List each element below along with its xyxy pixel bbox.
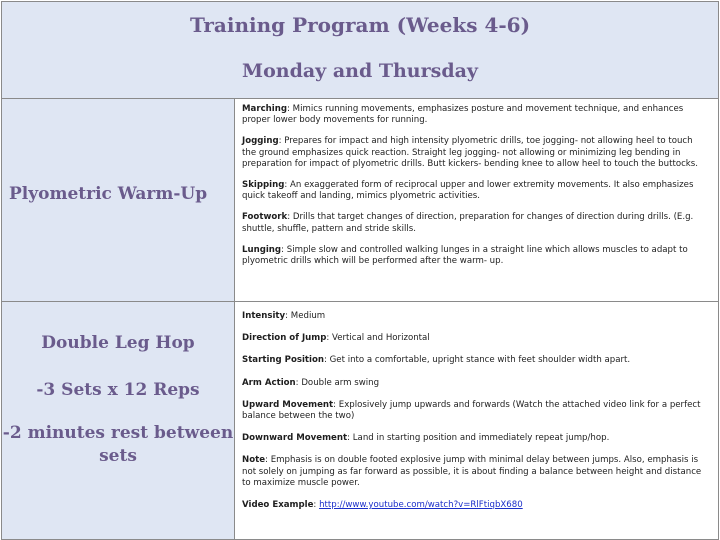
page-subtitle: Monday and Thursday: [242, 60, 478, 82]
warmup-separator: :: [287, 104, 293, 114]
video-link[interactable]: http://www.youtube.com/watch?v=RlFtiqbX680: [319, 500, 523, 511]
exercise-name: Double Leg Hop: [41, 333, 195, 353]
warmup-separator: :: [287, 212, 293, 223]
detail-separator: :: [324, 355, 330, 366]
warmup-item-marching: [242, 104, 706, 126]
detail-video: [242, 500, 706, 511]
warmup-term: Jogging: [242, 136, 279, 147]
detail-term: Starting Position: [242, 355, 324, 366]
warmup-text: Simple slow and controlled walking lunges in a straight line which allows muscles to adapt to plyometric drills which will be performed after the warm- up.: [242, 244, 688, 267]
detail-term: Intensity: [242, 311, 286, 321]
detail-term: Upward Movement: [242, 399, 334, 410]
exercise-summary-cell: [2, 302, 235, 539]
detail-term: Note: [242, 455, 266, 466]
exercise-details-cell: [235, 302, 718, 539]
detail-note: [242, 455, 706, 489]
warmup-text: Prepares for impact and high intensity plyometric drills, toe jogging- not allowing heel to touch the ground emphasizes quick reaction. Straight leg jogging- not allowing or minimizing leg bending in preparation for impact of plyometric drills. Butt kickers- bending knee to allow heel to touch the buttocks.: [242, 136, 698, 169]
detail-text: Get into a comfortable, upright stance with feet shoulder width apart.: [329, 355, 631, 366]
detail-separator: :: [265, 455, 271, 466]
video-term: Video Example: [242, 500, 314, 511]
warmup-term: Lunging: [242, 244, 282, 255]
detail-arm-action: [242, 378, 706, 389]
warmup-text: Mimics running movements, emphasizes posture and movement technique, and enhances proper lower body movements for running.: [242, 104, 684, 126]
warmup-term: Marching: [242, 104, 288, 114]
warmup-row: [1, 99, 719, 302]
warmup-item-jogging: [242, 136, 706, 170]
warmup-item-skipping: [242, 180, 706, 202]
detail-intensity: [242, 311, 706, 322]
warmup-item-lunging: [242, 245, 706, 267]
detail-separator: :: [333, 399, 339, 410]
detail-term: Downward Movement: [242, 433, 348, 444]
detail-text: Double arm swing: [301, 377, 380, 388]
detail-text: Vertical and Horizontal: [332, 333, 430, 344]
warmup-text: Drills that target changes of direction, preparation for changes of direction during drills. (E.g. shuttle, shuffle, pattern and stride skills.: [242, 212, 694, 234]
detail-starting-position: [242, 355, 706, 366]
warmup-item-footwork: [242, 212, 706, 234]
warmup-label: Plyometric Warm-Up: [9, 184, 208, 204]
warmup-description-cell: [235, 99, 718, 301]
warmup-text: An exaggerated form of reciprocal upper and lower extremity movements. It also emphasizes quick takeoff and landing, mimics plyometric activities.: [242, 180, 694, 202]
warmup-term: Skipping: [242, 180, 285, 191]
exercise-row: [1, 302, 719, 540]
warmup-separator: :: [278, 136, 285, 147]
detail-separator: :: [295, 377, 302, 388]
detail-separator: :: [326, 333, 333, 344]
detail-term: Arm Action: [242, 377, 296, 388]
title-header: [1, 1, 719, 99]
detail-separator: :: [285, 311, 291, 321]
detail-upward-movement: [242, 400, 706, 422]
warmup-separator: :: [284, 180, 291, 191]
detail-downward-movement: [242, 433, 706, 444]
detail-text: Land in starting position and immediately repeat jump/hop.: [352, 433, 610, 444]
warmup-label-cell: [2, 99, 235, 301]
detail-separator: :: [347, 433, 353, 444]
exercise-summary: [2, 332, 234, 468]
warmup-separator: :: [281, 244, 287, 255]
detail-text: Emphasis is on double footed explosive jump with minimal delay between jumps. Also, emphasis is not solely on jumping as far forward as possible, it is about finding a balance between height and distance to maximize muscle power.: [242, 455, 702, 488]
detail-term: Direction of Jump: [242, 333, 327, 344]
page-title: Training Program (Weeks 4-6): [189, 13, 531, 37]
detail-text: Medium: [290, 311, 326, 321]
detail-text: Explosively jump upwards and forwards (Watch the attached video link for a perfect balance between the two): [242, 399, 701, 422]
video-separator: :: [313, 500, 320, 511]
exercise-sets: -3 Sets x 12 Reps: [36, 380, 200, 400]
detail-direction: [242, 333, 706, 344]
exercise-rest: -2 minutes rest between sets: [2, 423, 234, 466]
warmup-term: Footwork: [242, 212, 288, 223]
